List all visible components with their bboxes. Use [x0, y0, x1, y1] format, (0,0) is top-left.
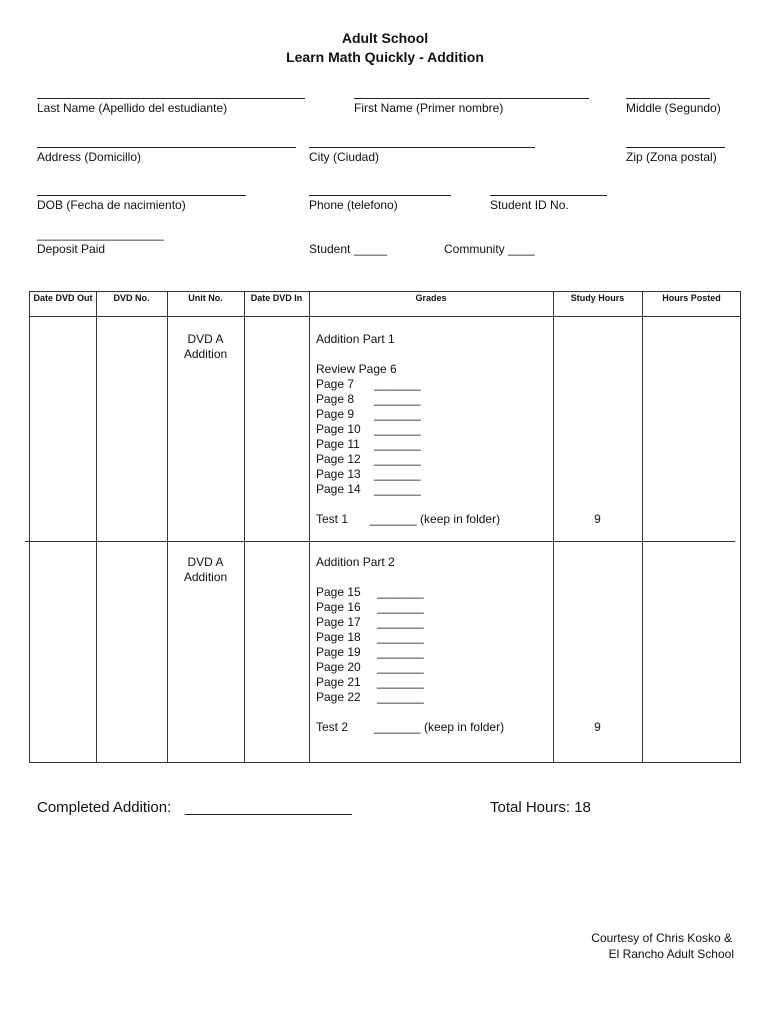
header-date-in: Date DVD In: [250, 293, 303, 303]
completed-addition-label: Completed Addition:: [37, 799, 172, 816]
student-id-label: Student ID No.: [490, 198, 569, 212]
header-separator: [30, 316, 740, 317]
header-grades: Grades: [415, 293, 447, 303]
col-separator: [642, 292, 643, 762]
community-checkbox-field[interactable]: Community ____: [444, 242, 535, 256]
row2-study-hours: 9: [594, 720, 601, 734]
dob-line[interactable]: [37, 195, 246, 196]
total-hours: Total Hours: 18: [490, 799, 591, 816]
phone-line[interactable]: [309, 195, 451, 196]
zip-label: Zip (Zona postal): [626, 150, 717, 164]
list-item[interactable]: Page 18 _______: [316, 630, 424, 644]
form-subtitle: Learn Math Quickly - Addition: [286, 49, 484, 65]
list-item[interactable]: Page 21 _______: [316, 675, 424, 689]
address-label: Address (Domicillo): [37, 150, 142, 164]
list-item[interactable]: Page 12 _______: [316, 452, 421, 466]
unit-name: DVD A: [187, 332, 224, 346]
middle-name-label: Middle (Segundo): [626, 101, 721, 115]
deposit-label: Deposit Paid: [37, 242, 106, 256]
courtesy-line-2: El Rancho Adult School: [608, 947, 734, 961]
unit-name: DVD A: [187, 555, 224, 569]
last-name-line[interactable]: [37, 98, 305, 99]
row-separator: [25, 541, 735, 542]
middle-name-line[interactable]: [626, 98, 710, 99]
city-label: City (Ciudad): [309, 150, 380, 164]
courtesy-line-1: Courtesy of Chris Kosko &: [591, 931, 732, 945]
col-separator: [96, 292, 97, 762]
row1-grades: [316, 332, 500, 527]
city-line[interactable]: [309, 147, 535, 148]
review-page: Review Page 6: [316, 362, 397, 376]
unit-subject: Addition: [183, 570, 228, 584]
header-study-hours: Study Hours: [570, 293, 625, 303]
student-checkbox-field[interactable]: Student _____: [309, 242, 388, 256]
dvd-log-table: [29, 291, 741, 763]
row2-grades: [316, 555, 504, 735]
first-name-label: First Name (Primer nombre): [354, 101, 504, 115]
row1-study-hours: 9: [594, 512, 601, 526]
header-hours-posted: Hours Posted: [662, 293, 721, 303]
row1-unit: [167, 332, 244, 362]
list-item[interactable]: Page 20 _______: [316, 660, 424, 674]
list-item[interactable]: Page 22 _______: [316, 690, 424, 704]
header-date-out: Date DVD Out: [33, 293, 93, 303]
test-entry[interactable]: Test 2 _______ (keep in folder): [316, 720, 505, 734]
deposit-line[interactable]: ___________________: [37, 227, 164, 241]
header-unit-no: Unit No.: [188, 293, 223, 303]
form-title: Adult School: [341, 30, 429, 46]
list-item[interactable]: Page 9 _______: [316, 407, 421, 421]
col-separator: [309, 292, 310, 762]
list-item[interactable]: Page 14 _______: [316, 482, 421, 496]
dob-label: DOB (Fecha de nacimiento): [37, 198, 186, 212]
unit-subject: Addition: [183, 347, 228, 361]
list-item[interactable]: Page 10 _______: [316, 422, 421, 436]
first-name-line[interactable]: [354, 98, 589, 99]
list-item[interactable]: Page 11 _______: [316, 437, 421, 451]
zip-line[interactable]: [626, 147, 725, 148]
last-name-label: Last Name (Apellido del estudiante): [37, 101, 228, 115]
col-separator: [167, 292, 168, 762]
phone-label: Phone (telefono): [309, 198, 398, 212]
list-item[interactable]: Page 19 _______: [316, 645, 424, 659]
list-item[interactable]: Page 15 _______: [316, 585, 424, 599]
part-title: Addition Part 1: [316, 332, 395, 346]
list-item[interactable]: Page 16 _______: [316, 600, 424, 614]
col-separator: [553, 292, 554, 762]
part-title: Addition Part 2: [316, 555, 395, 569]
header-dvd-no: DVD No.: [113, 293, 150, 303]
list-item[interactable]: Page 13 _______: [316, 467, 421, 481]
test-entry[interactable]: Test 1 _______ (keep in folder): [316, 512, 501, 526]
col-separator: [244, 292, 245, 762]
student-id-line[interactable]: [490, 195, 607, 196]
list-item[interactable]: Page 8 _______: [316, 392, 421, 406]
row2-unit: [167, 555, 244, 585]
address-line[interactable]: [37, 147, 296, 148]
list-item[interactable]: Page 17 _______: [316, 615, 424, 629]
list-item[interactable]: Page 7 _______: [316, 377, 421, 391]
completed-addition-line[interactable]: ____________________: [185, 799, 352, 816]
